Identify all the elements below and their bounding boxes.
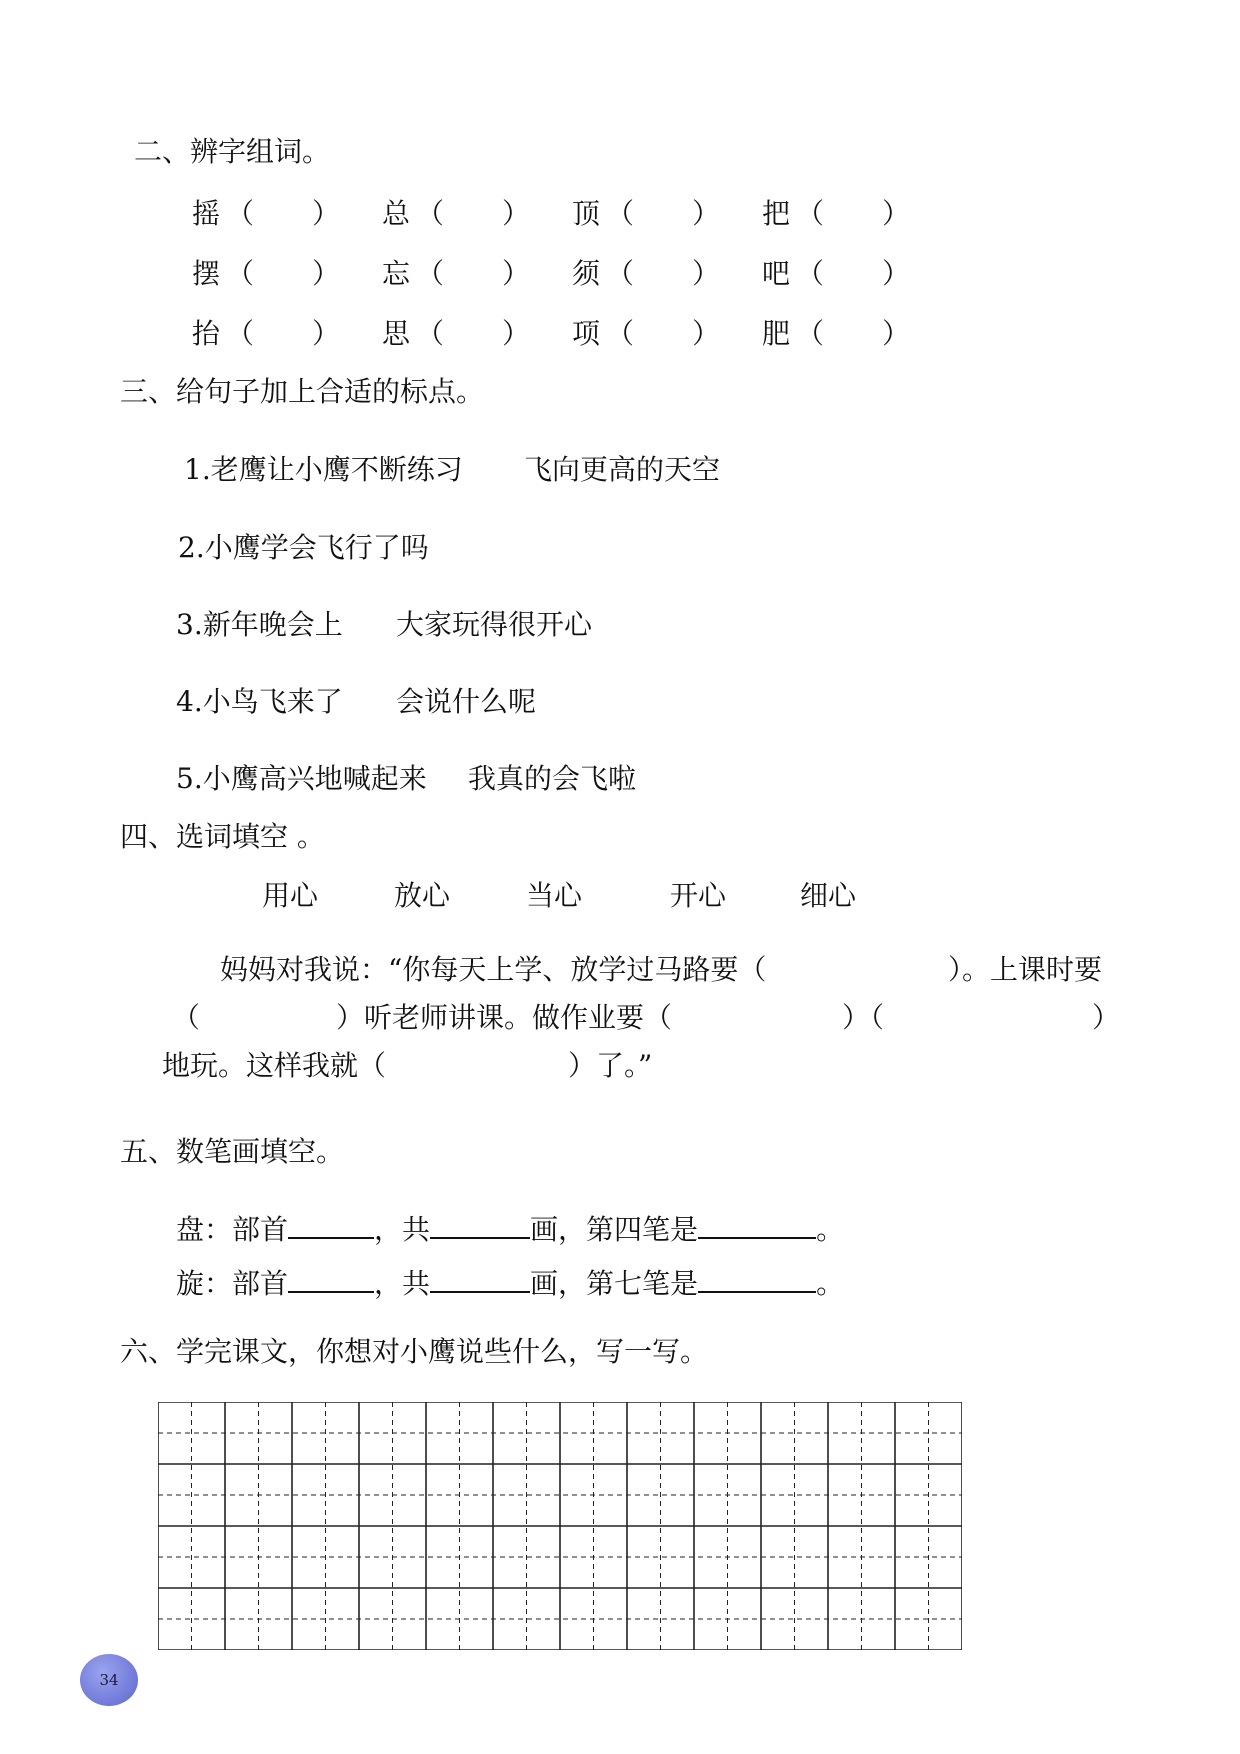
- writing-grid[interactable]: [158, 1402, 962, 1650]
- stroke-label: ：部首: [204, 1267, 289, 1300]
- blank-radical[interactable]: [288, 1211, 374, 1239]
- page-number-badge: [80, 1654, 138, 1706]
- sentence-number: 4.: [176, 685, 203, 718]
- compare-character: 须: [572, 257, 601, 290]
- open-bracket: （: [416, 257, 445, 290]
- stroke-label: ，共: [374, 1267, 431, 1300]
- word-option: 用心: [262, 879, 319, 912]
- stroke-row-2: [176, 1262, 844, 1302]
- section4-heading: 四、选词填空 。: [120, 820, 325, 853]
- close-bracket: ）: [882, 257, 911, 290]
- compare-character: 思: [382, 317, 411, 350]
- close-bracket: ）: [882, 317, 911, 350]
- sentence-4: [176, 680, 343, 720]
- sentence-number: 5.: [176, 762, 203, 795]
- sentence-5: [176, 757, 427, 797]
- sentence-5-part-b: 我真的会飞啦: [468, 762, 637, 795]
- open-bracket: （: [796, 257, 825, 290]
- fill-line-2-c: ）（: [842, 1001, 885, 1034]
- blank-stroke[interactable]: [698, 1265, 816, 1293]
- open-bracket: （: [226, 257, 255, 290]
- sentence-3-part-b: 大家玩得很开心: [396, 608, 593, 641]
- word-option: 细心: [800, 879, 857, 912]
- close-bracket: ）: [502, 257, 531, 290]
- section5-heading: 五、数笔画填空。: [120, 1135, 345, 1168]
- sentence-2: [178, 526, 429, 566]
- stroke-label: 。: [816, 1213, 845, 1246]
- stroke-label: 。: [816, 1267, 845, 1300]
- close-bracket: ）: [312, 257, 341, 290]
- close-bracket: ）: [312, 317, 341, 350]
- open-bracket: （: [226, 197, 255, 230]
- word-option: 开心: [670, 879, 727, 912]
- open-bracket: （: [606, 317, 635, 350]
- section6-heading: 六、学完课文，你想对小鹰说些什么，写一写。: [120, 1335, 709, 1368]
- sentence-part-a: 新年晚会上: [202, 608, 343, 641]
- close-bracket: ）: [882, 197, 911, 230]
- page-number: 34: [99, 1671, 119, 1689]
- fill-line-2-a: （: [172, 1001, 201, 1034]
- compare-character: 顶: [572, 197, 601, 230]
- compare-character: 忘: [382, 257, 411, 290]
- fill-line-3-a: 地玩。这样我就（: [162, 1049, 387, 1082]
- fill-line-2-b: ）听老师讲课。做作业要（: [336, 1001, 673, 1034]
- close-bracket: ）: [502, 317, 531, 350]
- fill-line-1-b: ）。上课时要: [948, 953, 1103, 986]
- close-bracket: ）: [312, 197, 341, 230]
- open-bracket: （: [606, 257, 635, 290]
- close-bracket: ）: [502, 197, 531, 230]
- open-bracket: （: [796, 197, 825, 230]
- sentence-number: 2.: [178, 531, 205, 564]
- sentence-part-a: 老鹰让小鹰不断练习: [210, 453, 463, 486]
- blank-stroke[interactable]: [698, 1211, 816, 1239]
- compare-character: 总: [382, 197, 411, 230]
- sentence-3: [176, 603, 343, 643]
- stroke-label: ：部首: [204, 1213, 289, 1246]
- compare-character: 抬: [192, 317, 221, 350]
- stroke-label: ，共: [374, 1213, 431, 1246]
- sentence-number: 3.: [176, 608, 203, 641]
- compare-character: 肥: [762, 317, 791, 350]
- stroke-character: 盘: [176, 1213, 205, 1246]
- compare-character: 吧: [762, 257, 791, 290]
- stroke-character: 旋: [176, 1267, 205, 1300]
- compare-character: 把: [762, 197, 791, 230]
- open-bracket: （: [416, 317, 445, 350]
- blank-stroke-count[interactable]: [430, 1265, 530, 1293]
- close-bracket: ）: [692, 257, 721, 290]
- stroke-label: 画，第七笔是: [530, 1267, 699, 1300]
- compare-character: 摇: [192, 197, 221, 230]
- fill-line-1-a: 妈妈对我说：“你每天上学、放学过马路要（: [220, 953, 767, 986]
- blank-stroke-count[interactable]: [430, 1211, 530, 1239]
- sentence-1: [184, 448, 463, 488]
- sentence-4-part-b: 会说什么呢: [396, 685, 537, 718]
- fill-line-3-b: ）了。”: [568, 1049, 653, 1082]
- compare-character: 项: [572, 317, 601, 350]
- word-option: 放心: [394, 879, 451, 912]
- open-bracket: （: [226, 317, 255, 350]
- open-bracket: （: [606, 197, 635, 230]
- sentence-number: 1.: [184, 453, 211, 486]
- sentence-part-a: 小鸟飞来了: [202, 685, 343, 718]
- word-option: 当心: [526, 879, 583, 912]
- fill-line-2-d: ）: [1092, 1001, 1121, 1034]
- compare-character: 摆: [192, 257, 221, 290]
- section3-heading: 三、给句子加上合适的标点。: [120, 375, 485, 408]
- sentence-1-part-b: 飞向更高的天空: [524, 453, 721, 486]
- open-bracket: （: [416, 197, 445, 230]
- blank-radical[interactable]: [288, 1265, 374, 1293]
- sentence-part-a: 小鹰高兴地喊起来: [202, 762, 427, 795]
- close-bracket: ）: [692, 317, 721, 350]
- section2-heading: 二、辨字组词。: [134, 135, 331, 168]
- sentence-part-a: 小鹰学会飞行了吗: [204, 531, 429, 564]
- close-bracket: ）: [692, 197, 721, 230]
- stroke-row-1: [176, 1208, 844, 1248]
- open-bracket: （: [796, 317, 825, 350]
- stroke-label: 画，第四笔是: [530, 1213, 699, 1246]
